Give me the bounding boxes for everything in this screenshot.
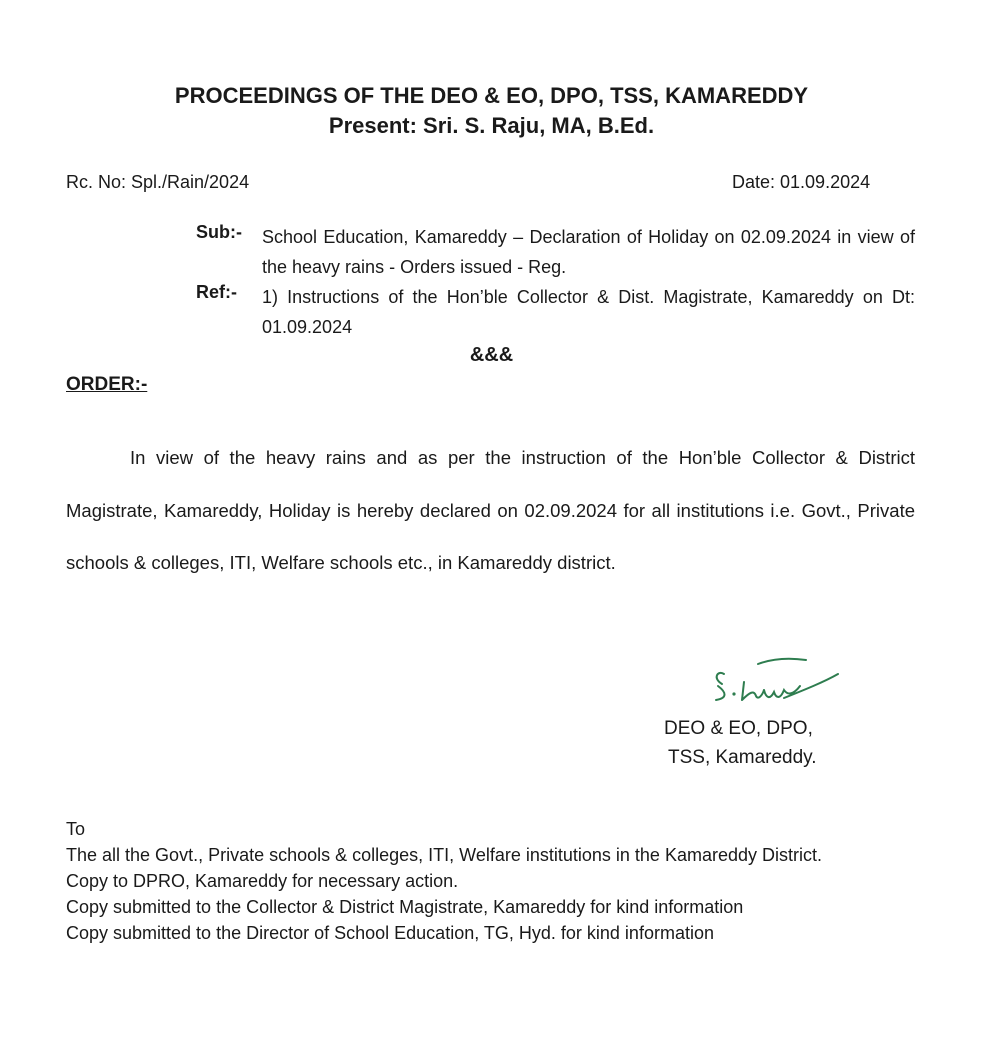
- subject-label: Sub:-: [196, 222, 242, 242]
- recipients-line: The all the Govt., Private schools & colleges, ITI, Welfare institutions in the Kamareddy District.: [66, 845, 822, 865]
- to-label: To: [66, 819, 86, 839]
- order-title: ORDER:-: [66, 374, 148, 395]
- reference-number: Rc. No: Spl./Rain/2024: [66, 172, 250, 192]
- copy-collector: Copy submitted to the Collector & District Magistrate, Kamareddy for kind information: [66, 897, 744, 917]
- reference-text: 1) Instructions of the Hon’ble Collector & Dist. Magistrate, Kamareddy on Dt: 01.09.2024: [262, 287, 915, 337]
- document-date: Date: 01.09.2024: [732, 172, 871, 192]
- signatory-designation: DEO & EO, DPO,: [664, 718, 813, 739]
- order-body: In view of the heavy rains and as per the instruction of the Hon’ble Collector & District Magistrate, Kamareddy, Holiday is hereby declared on 02.09.2024 for all institutions i.e. Govt., Private schools & colleges, ITI, Welfare schools etc., in Kamareddy district.: [66, 447, 915, 573]
- copy-director: Copy submitted to the Director of School Education, TG, Hyd. for kind information: [66, 923, 714, 943]
- present-line: Present: Sri. S. Raju, MA, B.Ed.: [328, 113, 655, 138]
- document-title: PROCEEDINGS OF THE DEO & EO, DPO, TSS, KAMAREDDY: [174, 83, 809, 108]
- reference-label: Ref:-: [196, 282, 237, 302]
- distribution-block: [66, 816, 926, 946]
- section-separator: &&&: [469, 344, 514, 366]
- copy-dpro: Copy to DPRO, Kamareddy for necessary action.: [66, 871, 459, 891]
- signatory-office: TSS, Kamareddy.: [668, 747, 817, 768]
- handwritten-signature: [704, 652, 844, 712]
- subject-text: School Education, Kamareddy – Declaration of Holiday on 02.09.2024 in view of the heavy rains - Orders issued - Reg.: [262, 227, 915, 277]
